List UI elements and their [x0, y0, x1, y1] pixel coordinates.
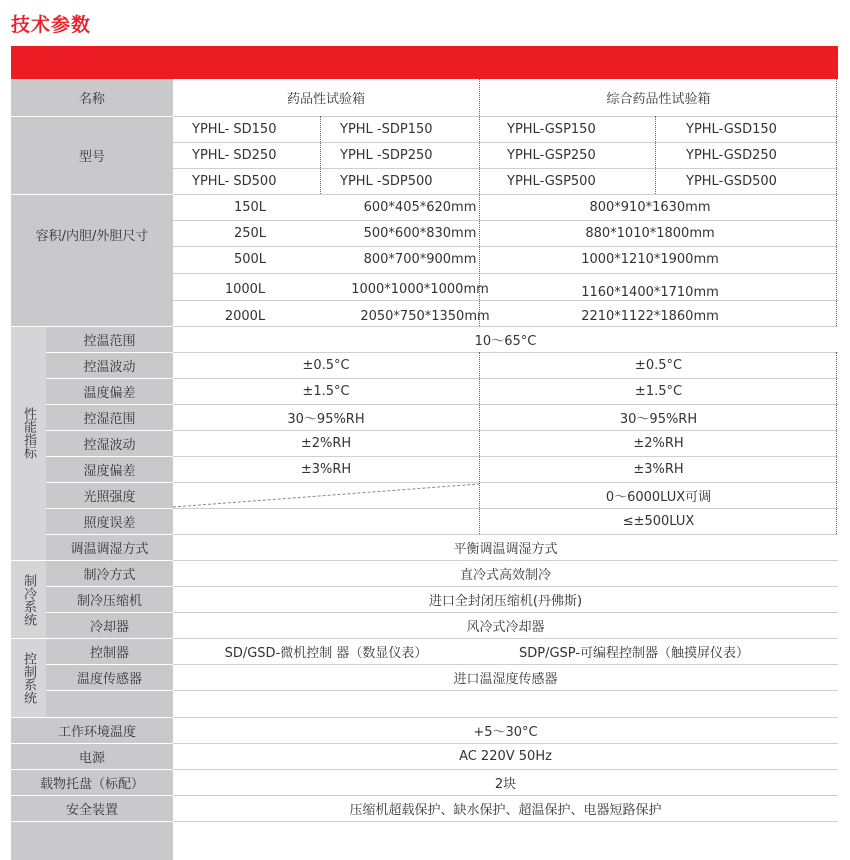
- cooler-value: 风冷式冷却器: [466, 619, 545, 635]
- volume-outer: 2210*1122*1860mm: [581, 308, 719, 324]
- hum-fluct-b: ±2%RH: [633, 435, 684, 451]
- controller-label: 控制器: [89, 646, 129, 661]
- temp-range-value: 10～65°C: [474, 334, 537, 349]
- volume-capacity: 500L: [233, 252, 267, 267]
- volume-capacity: 1000L: [224, 282, 266, 297]
- model-cell: YPHL- SD250: [192, 147, 277, 163]
- safety-label: 安全装置: [65, 802, 118, 818]
- light-label: 光照强度: [83, 489, 136, 505]
- temp-dev-label: 温度偏差: [83, 385, 136, 401]
- model-cell: YPHL-GSP500: [507, 173, 596, 189]
- model-cell: YPHL -SDP250: [340, 147, 433, 163]
- volume-inner: 800*700*900mm: [363, 252, 477, 267]
- volume-outer: 1160*1400*1710mm: [581, 285, 719, 300]
- temp-fluct-b: ±0.5°C: [634, 357, 683, 373]
- sensor-label: 温度传感器: [76, 671, 142, 687]
- cooling-group-label: 制冷系统: [21, 573, 36, 626]
- volume-label: 容积/内胆/外胆尺寸: [35, 228, 149, 244]
- model-label: 型号: [78, 149, 105, 165]
- product-a-name: 药品性试验箱: [286, 92, 365, 107]
- volume-inner: 500*600*830mm: [363, 225, 477, 241]
- temp-fluct-label: 控温波动: [83, 359, 136, 375]
- hum-dev-b: ±3%RH: [633, 461, 684, 477]
- model-cell: YPHL-GSD150: [686, 121, 777, 137]
- method-value: 平衡调温调湿方式: [453, 541, 558, 557]
- cooling-mode-value: 直冷式高效制冷: [459, 568, 551, 583]
- volume-capacity: 2000L: [224, 308, 266, 324]
- model-cell: YPHL-GSD500: [686, 173, 777, 189]
- product-b-name: 综合药品性试验箱: [606, 92, 711, 107]
- cooler-label: 冷却器: [89, 619, 129, 635]
- tray-label: 载物托盘（标配）: [39, 776, 144, 792]
- controller-a: SD/GSD-微机控制 器（数显仪表）: [224, 646, 428, 661]
- volume-outer: 880*1010*1800mm: [585, 225, 715, 241]
- control-group-label: 控制系统: [21, 652, 36, 704]
- volume-capacity: 150L: [233, 199, 267, 215]
- volume-inner: 2050*750*1350mm: [360, 308, 490, 324]
- hum-range-a: 30～95%RH: [287, 411, 365, 427]
- env-temp-value: +5～30°C: [473, 725, 538, 740]
- controller-b: SDP/GSP-可编程控制器（触摸屏仪表）: [518, 646, 750, 661]
- model-cell: YPHL-GSP150: [507, 121, 596, 137]
- model-cell: YPHL-GSD250: [686, 147, 777, 163]
- volume-outer: 1000*1210*1900mm: [581, 252, 719, 267]
- light-err-label: 照度误差: [83, 515, 136, 531]
- hum-dev-label: 湿度偏差: [83, 463, 136, 479]
- light-err-b: ≤±500LUX: [622, 513, 695, 529]
- hum-range-label: 控湿范围: [83, 411, 136, 427]
- sensor-value: 进口温湿度传感器: [453, 671, 558, 687]
- volume-inner: 1000*1000*1000mm: [351, 282, 489, 297]
- tray-value: 2块: [494, 776, 517, 792]
- env-temp-label: 工作环境温度: [57, 725, 136, 740]
- volume-capacity: 250L: [233, 225, 267, 241]
- temp-dev-a: ±1.5°C: [302, 383, 350, 399]
- method-label: 调温调湿方式: [70, 541, 149, 557]
- hum-dev-a: ±3%RH: [300, 461, 352, 477]
- model-cell: YPHL- SD150: [192, 121, 277, 137]
- model-cell: YPHL -SDP150: [340, 121, 433, 137]
- model-cell: YPHL- SD500: [192, 173, 277, 189]
- name-label: 名称: [78, 92, 105, 107]
- compressor-value: 进口全封闭压缩机(丹佛斯): [428, 593, 583, 609]
- safety-value: 压缩机超载保护、缺水保护、超温保护、电器短路保护: [349, 802, 662, 818]
- cooling-mode-label: 制冷方式: [83, 568, 136, 583]
- volume-outer: 800*910*1630mm: [589, 199, 711, 215]
- temp-range-label: 控温范围: [83, 334, 136, 349]
- power-label: 电源: [78, 750, 105, 766]
- na-diagonal-line: [173, 482, 479, 508]
- hum-fluct-a: ±2%RH: [300, 435, 352, 451]
- compressor-label: 制冷压缩机: [76, 593, 142, 609]
- power-value: AC 220V 50Hz: [459, 748, 552, 764]
- model-cell: YPHL-GSP250: [507, 147, 596, 163]
- light-b: 0～6000LUX可调: [605, 489, 712, 505]
- header-bar: [11, 46, 838, 79]
- page-title: 技术参数: [11, 14, 92, 36]
- temp-fluct-a: ±0.5°C: [302, 357, 350, 373]
- volume-inner: 600*405*620mm: [363, 199, 477, 215]
- model-cell: YPHL -SDP500: [340, 173, 433, 189]
- hum-fluct-label: 控湿波动: [83, 437, 136, 453]
- temp-dev-b: ±1.5°C: [634, 383, 683, 399]
- performance-group-label: 性能指标: [21, 407, 36, 459]
- hum-range-b: 30～95%RH: [619, 411, 698, 427]
